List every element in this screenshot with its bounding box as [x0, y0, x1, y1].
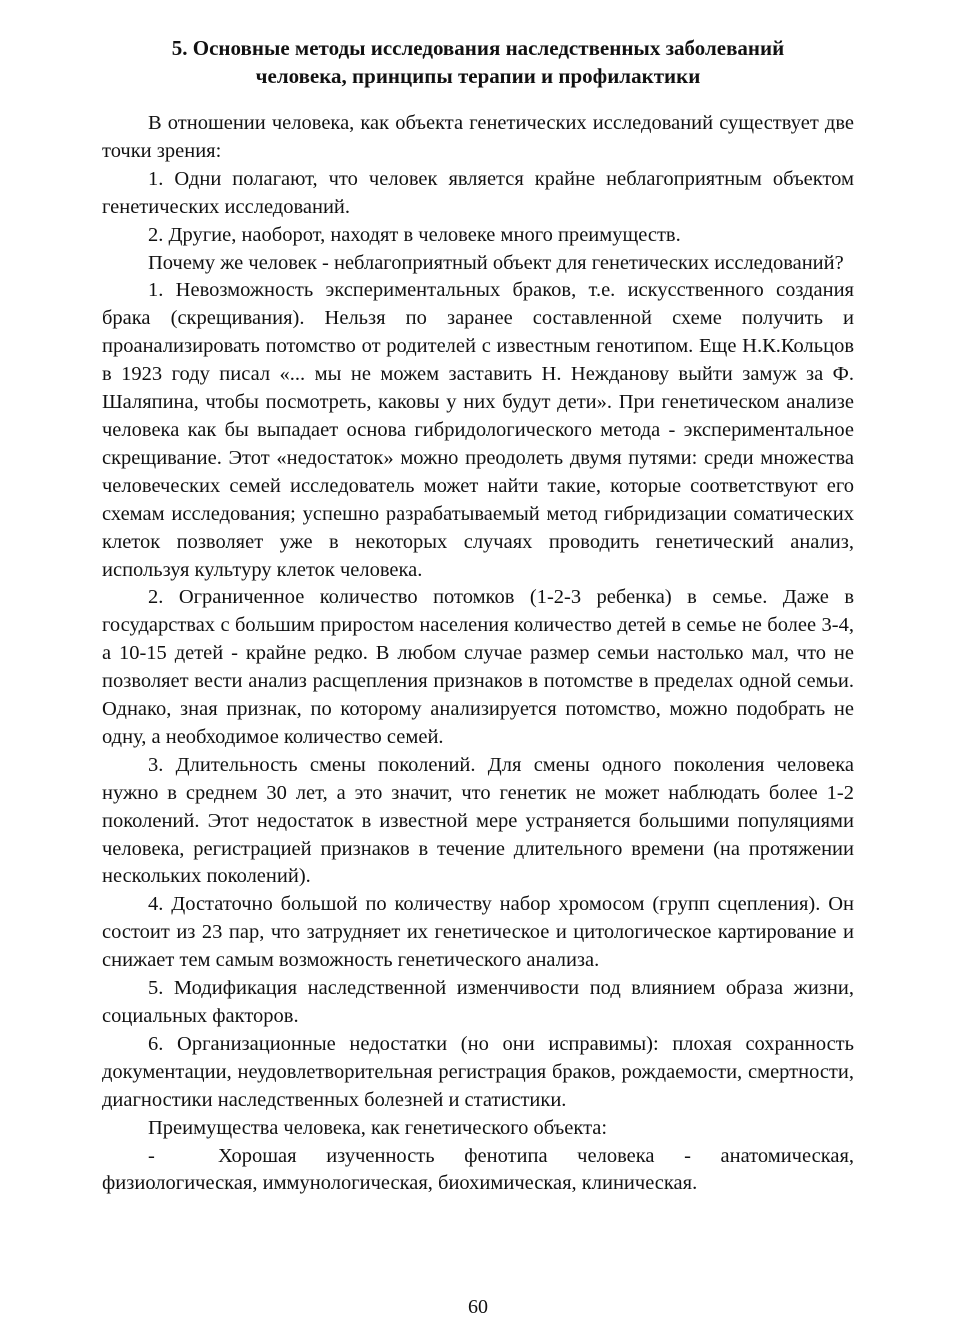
- paragraph-reason-1: 1. Невозможность экспериментальных браков, т.е. искусственного создания брака (скрещивания). Нельзя по заранее составленной схеме получить и проанализировать потомство от родителей с известным генотипом. Еще Н.К.Кольцов в 1923 году писал «... мы не можем заставить Н. Нежданову выйти замуж за Ф. Шаляпина, чтобы посмотреть, каковы у них будут дети». При генетическом анализе человека как бы выпадает основа гибридологического метода - экспериментальное скрещивание. Этот «недостаток» можно преодолеть двумя путями: среди множества человеческих семей исследователь может найти такие, которые соответствуют его схемам исследования; успешно разрабатываемый метод гибридизации соматических клеток позволяет уже в некоторых случаях проводить генетический анализ, используя культуру клеток человека.: [102, 279, 854, 581]
- paragraph-reason-2: 2. Ограниченное количество потомков (1-2-3 ребенка) в семье. Даже в государствах с большим приростом населения количество детей в семье не более 3-4, а 10-15 детей - крайне редко. В любом случае размер семьи настолько мал, что не позволяет вести анализ расщепления признаков в потомстве в пределах одной семьи. Однако, зная признак, по которому анализируется потомство, можно подобрать не одну, а необходимое количество семей.: [102, 586, 854, 748]
- paragraph-reason-4: 4. Достаточно большой по количеству набор хромосом (групп сцепления). Он состоит из 23 пар, что затрудняет их генетическое и цитологическое картирование и снижает тем самым возможность генетического анализа.: [102, 893, 854, 972]
- paragraph-advantages-heading: Преимущества человека, как генетического объекта:: [148, 1116, 608, 1139]
- paragraph-intro: В отношении человека, как объекта генетических исследований существует две точки зрения:: [102, 112, 854, 162]
- paragraph-question: Почему же человек - неблагоприятный объект для генетических исследований?: [148, 251, 844, 274]
- page-number: 60: [468, 1296, 488, 1318]
- section-title-line-2: человека, принципы терапии и профилактики: [255, 64, 701, 88]
- paragraph-view-1: 1. Одни полагают, что человек является крайне неблагоприятным объектом генетических исследований.: [102, 167, 854, 218]
- paragraph-view-2: 2. Другие, наоборот, находят в человеке много преимуществ.: [148, 223, 681, 246]
- advantage-list-item: [102, 1143, 854, 1199]
- paragraph-reason-5: 5. Модификация наследственной изменчивости под влиянием образа жизни, социальных факторов.: [102, 977, 854, 1027]
- section-title: [102, 32, 854, 90]
- advantage-list-item-text: Хорошая изученность фенотипа человека - анатомическая, физиологическая, иммунологическая, биохимическая, клиническая.: [102, 1144, 854, 1195]
- paragraph-reason-3: 3. Длительность смены поколений. Для смены одного поколения человека нужно в среднем 30 лет, а это значит, что генетик не может наблюдать более 1-2 поколений. Этот недостаток в известной мере устраняется большими популяциями человека, регистрацией признаков в течение длительного времени (на протяжении нескольких поколений).: [102, 753, 854, 888]
- paragraph-reason-6: 6. Организационные недостатки (но они исправимы): плохая сохранность документации, неудовлетворительная регистрация браков, рождаемости, смертности, диагностики наследственных болезней и статистики.: [102, 1032, 854, 1111]
- section-title-line-1: 5. Основные методы исследования наследственных заболеваний: [171, 36, 785, 60]
- list-dash-marker: -: [148, 1144, 155, 1167]
- document-body: [102, 110, 854, 1198]
- document-page: [102, 32, 854, 1332]
